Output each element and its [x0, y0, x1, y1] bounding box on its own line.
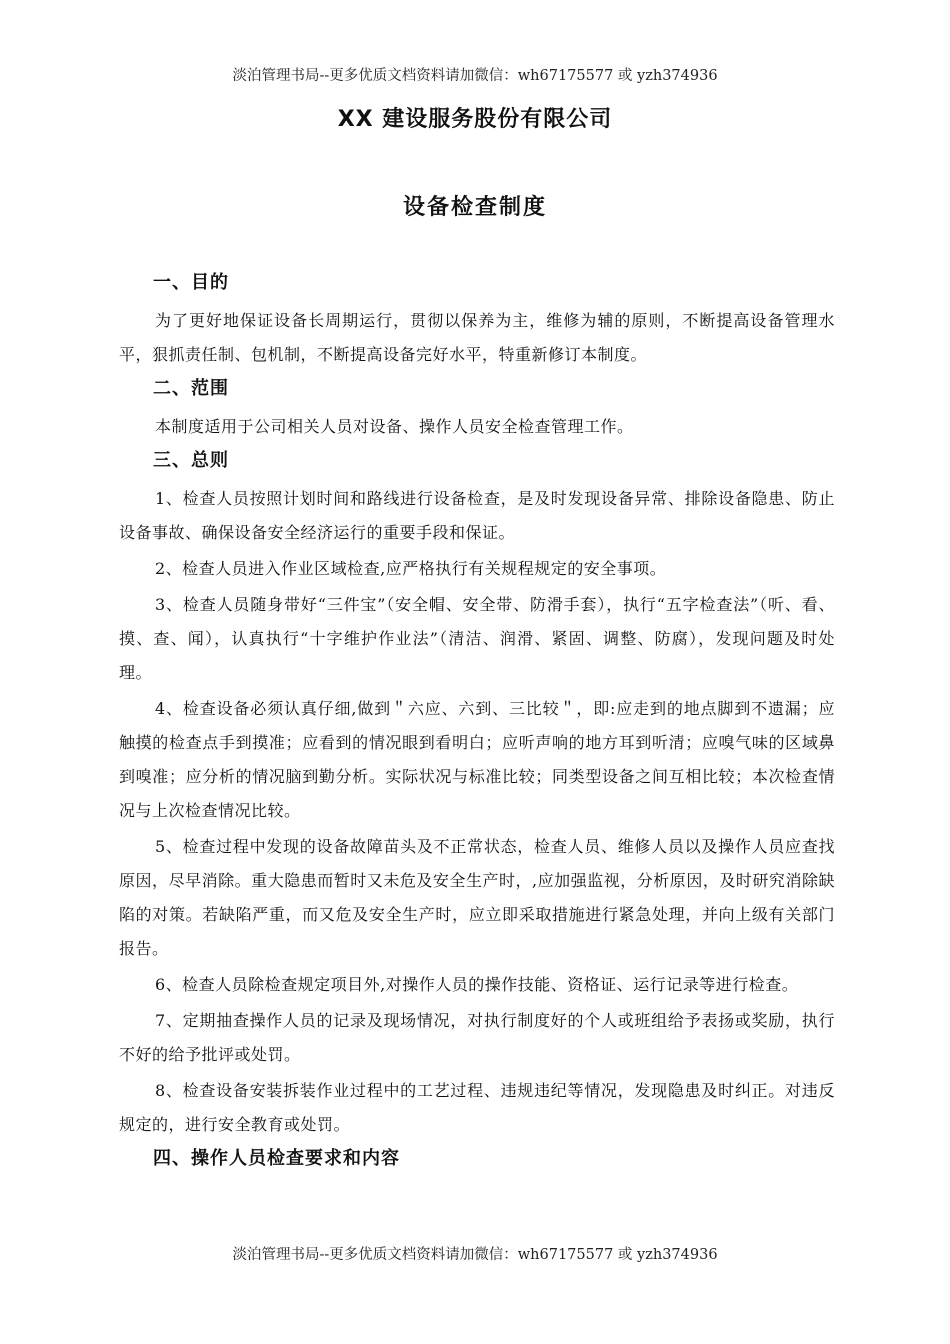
general-rule-1: 1、检查人员按照计划时间和路线进行设备检查，是及时发现设备异常、排除设备隐患、防止设备事故、确保设备安全经济运行的重要手段和保证。: [119, 489, 835, 542]
section-text-purpose: 为了更好地保证设备长周期运行，贯彻以保养为主，维修为辅的原则，不断提高设备管理水平，狠抓责任制、包机制，不断提高设备完好水平，特重新修订本制度。: [119, 311, 835, 364]
section-heading-general: 三、总则: [153, 450, 229, 471]
header-watermark-note: 淡泊管理书局--更多优质文档资料请加微信：wh67175577 或 yzh374936: [232, 68, 718, 84]
general-rule-3: 3、检查人员随身带好“三件宝”（安全帽、安全带、防滑手套），执行“五字检查法”（听、看、摸、查、闻），认真执行“十字维护作业法”（清洁、润滑、紧固、调整、防腐），发现问题及时处理。: [119, 595, 835, 682]
company-name: XX 建设服务股份有限公司: [337, 107, 613, 132]
general-rule-2: 2、检查人员进入作业区域检查,应严格执行有关规程规定的安全事项。: [155, 559, 667, 578]
general-rule-8: 8、检查设备安装拆装作业过程中的工艺过程、违规违纪等情况，发现隐患及时纠正。对违反规定的，进行安全教育或处罚。: [119, 1081, 835, 1134]
document-title: 设备检查制度: [402, 195, 547, 220]
section-heading-operator-requirements: 四、操作人员检查要求和内容: [153, 1148, 400, 1169]
general-rule-5: 5、检查过程中发现的设备故障苗头及不正常状态，检查人员、维修人员以及操作人员应查找原因，尽早消除。重大隐患而暂时又未危及安全生产时，,应加强监视，分析原因，及时研究消除缺陷的对策。若缺陷严重，而又危及安全生产时，应立即采取措施进行紧急处理，并向上级有关部门报告。: [119, 837, 835, 958]
footer-watermark-note: 淡泊管理书局--更多优质文档资料请加微信：wh67175577 或 yzh374936: [232, 1247, 718, 1263]
general-rule-4: 4、检查设备必须认真仔细,做到＂六应、六到、三比较＂，即:应走到的地点脚到不遗漏；应触摸的检查点手到摸准；应看到的情况眼到看明白；应听声响的地方耳到听清；应嗅气味的区域鼻到嗅准；应分析的情况脑到勤分析。实际状况与标准比较；同类型设备之间互相比较；本次检查情况与上次检查情况比较。: [119, 699, 835, 820]
section-heading-scope: 二、范围: [153, 378, 229, 399]
general-rule-7: 7、定期抽查操作人员的记录及现场情况，对执行制度好的个人或班组给予表扬或奖励，执行不好的给予批评或处罚。: [119, 1011, 835, 1064]
general-rule-6: 6、检查人员除检查规定项目外,对操作人员的操作技能、资格证、运行记录等进行检查。: [155, 975, 799, 994]
section-text-scope: 本制度适用于公司相关人员对设备、操作人员安全检查管理工作。: [155, 417, 634, 436]
document-body: [119, 268, 835, 1180]
section-heading-purpose: 一、目的: [153, 272, 229, 293]
